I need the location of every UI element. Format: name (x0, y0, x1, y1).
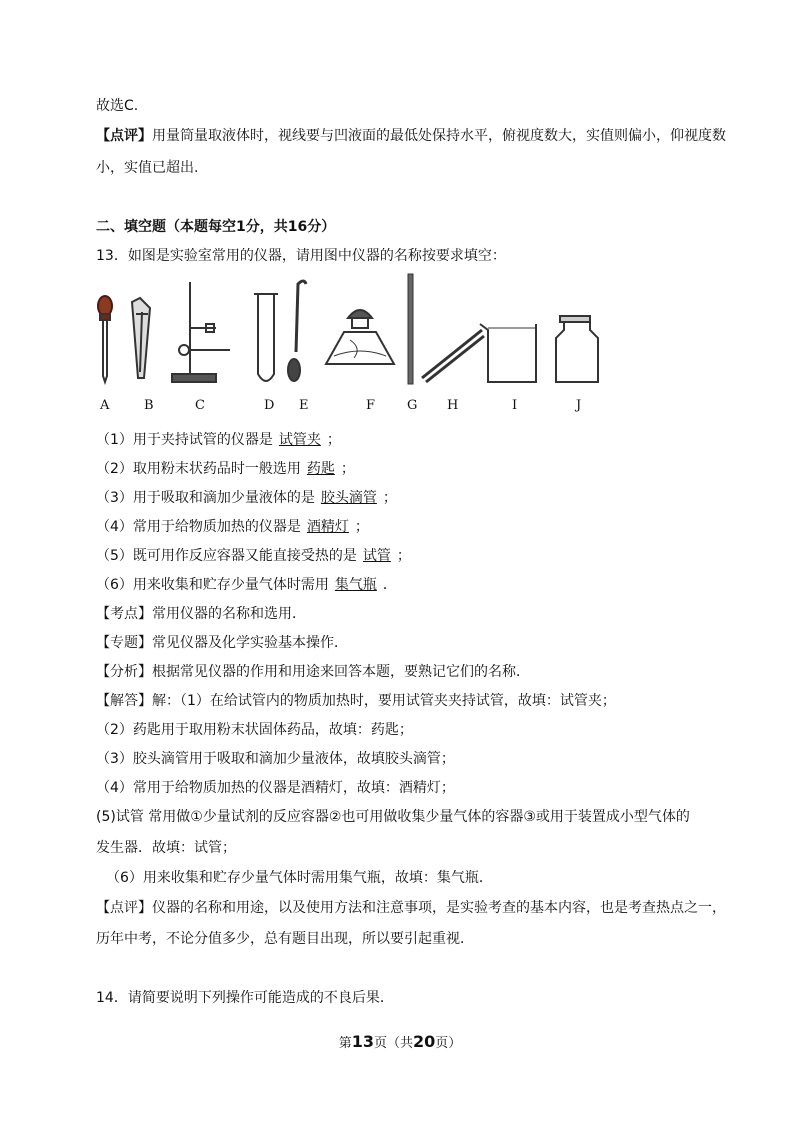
q13-item-2: （2）取用粉末状药品时一般选用 药匙 ； (96, 461, 355, 477)
figure-label-h: H (447, 398, 459, 413)
glass-rod-image (408, 274, 413, 384)
q13-item-1: （1）用于夹持试管的仪器是 试管夹 ； (96, 432, 341, 448)
test-tube-holder-image (132, 298, 150, 378)
figure-label-b: B (144, 398, 154, 413)
page-footer: 第13页（共20页） (338, 1032, 462, 1051)
spoon-image (288, 281, 306, 381)
jieda: 【解答】解：（1）在给试管内的物质加热时，要用试管夹夹持试管，故填：试管夹； (96, 693, 616, 709)
page-number: 13 (351, 1032, 374, 1051)
kaodian: 【考点】常用仪器的名称和选用． (96, 606, 306, 622)
answer-6: 集气瓶 (334, 577, 377, 593)
q13-item-4: （4）常用于给物质加热的仪器是 酒精灯 ； (96, 519, 369, 535)
answer-3: 胶头滴管 (320, 490, 377, 506)
figure-label-c: C (195, 398, 205, 413)
q14-prompt: 14．请简要说明下列操作可能造成的不良后果． (96, 990, 394, 1006)
answer-4: 酒精灯 (306, 519, 349, 535)
q13-item-6: （6）用来收集和贮存少量气体时需用 集气瓶 ． (96, 577, 397, 593)
solution-5-line-2: 发生器．故填：试管； (96, 840, 236, 856)
comment-tag: 【点评】 (96, 128, 152, 144)
solution-5-line-1: (5)试管 常用做①少量试剂的反应容器②也可用做收集少量气体的容器③或用于装置成小型气体的 (96, 809, 690, 825)
figure-label-e: E (299, 398, 309, 413)
comment-text-1: 用量筒量取液体时，视线要与凹液面的最低处保持水平，俯视度数大，实值则偏小，仰视度数 (152, 128, 726, 144)
lab-instruments-figure (90, 268, 610, 396)
figure-label-d: D (264, 398, 275, 413)
beaker-image (480, 324, 536, 382)
solution-3: （3）胶头滴管用于吸取和滴加少量液体，故填胶头滴管； (96, 751, 455, 767)
figure-label-f: F (366, 398, 376, 413)
tweezers-image (422, 330, 484, 382)
answer-1: 试管夹 (278, 432, 321, 448)
q13-item-3: （3）用于吸取和滴加少量液体的是 胶头滴管 ； (96, 490, 397, 506)
prev-comment-line-2: 小，实值已超出. (96, 160, 199, 176)
page-total: 20 (413, 1032, 436, 1051)
solution-6: （6）用来收集和贮存少量气体时需用集气瓶，故填：集气瓶． (106, 870, 493, 886)
figure-label-g: G (407, 398, 418, 413)
prev-conclusion: 故选C. (96, 98, 139, 114)
fenxi: 【分析】根据常见仪器的作用和用途来回答本题，要熟记它们的名称． (96, 664, 530, 680)
figure-label-i: I (512, 398, 518, 413)
answer-5: 试管 (362, 548, 391, 564)
test-tube-image (254, 294, 278, 381)
iron-stand-image (172, 282, 230, 382)
q13-prompt: 13．如图是实验室常用的仪器，请用图中仪器的名称按要求填空： (96, 248, 506, 264)
figure-label-a: A (100, 398, 110, 413)
alcohol-lamp-image (326, 310, 394, 364)
dianping-line-1: 【点评】仪器的名称和用途，以及使用方法和注意事项，是实验考查的基本内容，也是考查热点之一， (96, 900, 726, 916)
figure-label-j: J (576, 398, 582, 413)
solution-4: （4）常用于给物质加热的仪器是酒精灯，故填：酒精灯； (96, 780, 455, 796)
solution-2: （2）药匙用于取用粉末状固体药品，故填：药匙； (96, 722, 413, 738)
dianping-line-2: 历年中考，不论分值多少，总有题目出现，所以要引起重视． (96, 931, 474, 947)
section-title: 二、填空题（本题每空1分，共16分） (96, 219, 336, 235)
q13-item-5: （5）既可用作反应容器又能直接受热的是 试管 ； (96, 548, 411, 564)
figure-labels (0, 398, 800, 416)
prev-comment-line-1 (96, 126, 726, 146)
answer-2: 药匙 (306, 461, 335, 477)
zhuanti: 【专题】常见仪器及化学实验基本操作． (96, 635, 348, 651)
dropper-image (98, 296, 112, 382)
gas-bottle-image (556, 316, 598, 382)
